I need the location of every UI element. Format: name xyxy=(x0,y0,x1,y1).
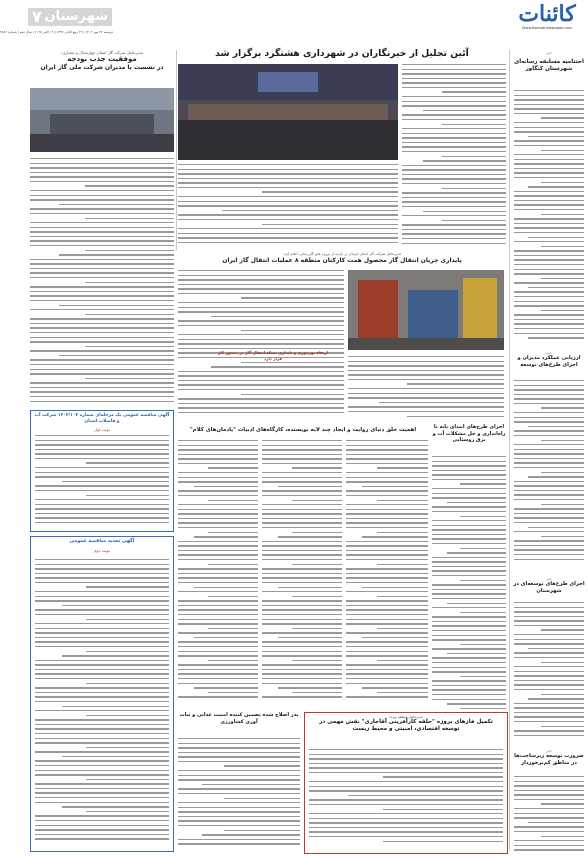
festival-body xyxy=(346,440,428,706)
gas-photo xyxy=(348,270,504,350)
middle-right-headline: اجرای طرح‌های ابتدای پایه تا راه‌اندازی و حل مشکلات آب و برق روستایی xyxy=(432,424,506,443)
left-photo xyxy=(30,88,174,152)
lead-body xyxy=(178,164,398,252)
left-photo-image xyxy=(30,88,174,152)
tender-headline-2: آگهی تجدید مناقصه عمومی xyxy=(69,539,135,544)
right-column xyxy=(512,50,586,856)
logo-url: Www.Kaenatnewspaper.com xyxy=(522,26,572,30)
gas-story xyxy=(178,252,506,422)
tender-subtitle-2: نوبت دوم xyxy=(94,547,110,553)
gas-quote: ارتقاء بهره‌وری و پایداری شبکه انتقال گاز در دستور کار قرار دارد xyxy=(218,350,328,361)
masthead xyxy=(0,0,588,50)
bottom-center-body xyxy=(178,738,300,852)
bottom-center-story xyxy=(178,712,300,852)
middle-right-story xyxy=(432,424,506,714)
right-headline-4: ضرورت توسعه زیرساخت‌ها در مناطق کم‌برخوردار xyxy=(514,753,584,766)
right-headline-1: اختتامیه مسابقه رسانه‌ای شهرستان کنگاور xyxy=(514,59,584,72)
left-top-story xyxy=(30,48,174,408)
tag-label: خبر xyxy=(546,748,552,753)
article-body xyxy=(514,776,584,854)
gas-headline: پایداری جریان انتقال گاز محصول همت کارکنان منطقه ۸ عملیات انتقال گاز ایران xyxy=(222,257,462,264)
section-banner xyxy=(28,8,112,26)
festival-body xyxy=(178,440,258,706)
article-body xyxy=(514,90,584,345)
dateline: دوشنبه ۲۷ مهر ۱۴۰۴ | ۲۲ ربیع الثانی ۱۴۴۷ | ۱۹ اکتبر ۲۰۲۵ | سال دهم | شماره ۲۸۸۶ xyxy=(0,30,113,34)
lead-body xyxy=(402,64,506,254)
tender-body-2 xyxy=(35,559,169,847)
logo xyxy=(508,2,586,32)
festival-story xyxy=(178,426,428,706)
left-body xyxy=(30,158,174,408)
gas-body xyxy=(178,270,344,420)
lead-photo-image xyxy=(178,64,398,160)
lead-headline: آئین تجلیل از خبرنگاران در شهرداری هشتگرد برگزار شد xyxy=(215,48,469,59)
bottom-right-story xyxy=(304,712,508,854)
kicker: مدیرعامل شرکت گاز استان کرمان در بازدید از پروژه های گازرسانی اعلام کرد: xyxy=(282,252,402,256)
tender-notice-2 xyxy=(30,536,174,852)
gas-photo-image xyxy=(348,270,504,350)
tag-label: خبر xyxy=(546,50,552,55)
right-headline-2: ارزیابی عملکرد مدیران و اجرای طرح‌های توسعه xyxy=(517,355,581,368)
article-body xyxy=(514,380,584,570)
left-headline-2: در نشست با مدیران شرکت ملی گاز ایران xyxy=(40,64,164,71)
column-divider xyxy=(509,50,510,850)
middle-right-body xyxy=(432,456,506,714)
festival-body xyxy=(262,440,342,706)
logo-text: کائنات xyxy=(518,1,576,27)
tender-body-1 xyxy=(35,435,169,527)
kicker: مدیرعامل منطقه ویژه: xyxy=(388,715,424,719)
right-headline-3: اجرای طرح‌های توسعه‌ای در شهرستان xyxy=(513,581,585,594)
kicker: مدیرعامل شرکت گاز استان چهارمحال و بختیاری: xyxy=(60,50,144,55)
bottom-center-headline: بذر اصلاح شده تضمین کننده امنیت غذایی و ثبات آوری کشاورزی xyxy=(179,712,299,725)
tag-label: خبر xyxy=(546,576,552,581)
tag-label: خبر xyxy=(546,350,552,355)
lead-photo xyxy=(178,64,398,160)
left-headline-1: موفقیت جذب بودجه xyxy=(67,55,137,63)
bottom-right-headline: تکمیل فازهای پروژه "حلقه کارآفرینی آقاجاری" نقش مهمی در توسعه اقتصادی، امنیتی و محیط زیست xyxy=(319,719,493,732)
festival-headline: اهمیت خلق دنیای روایت و ایجاد چند لایه نویسنده، کارگاه‌های ادبیات "یادمان‌های کلام" xyxy=(189,427,417,433)
tender-subtitle-1: نوبت اول xyxy=(94,427,110,432)
tender-headline-1: آگهی مناقصه عمومی یک مرحله‌ای شماره ۱۴۰۴/۱۰۴ شرکت آب و فاضلاب استان xyxy=(34,413,170,424)
page-number: ۷ xyxy=(32,7,42,26)
tender-notice-1 xyxy=(30,410,174,532)
article-body xyxy=(514,602,584,742)
gas-body xyxy=(348,356,504,420)
bottom-right-body xyxy=(309,749,503,849)
column-divider xyxy=(176,50,177,250)
section-name: شهرستان xyxy=(44,9,108,24)
lead-story xyxy=(178,48,506,248)
